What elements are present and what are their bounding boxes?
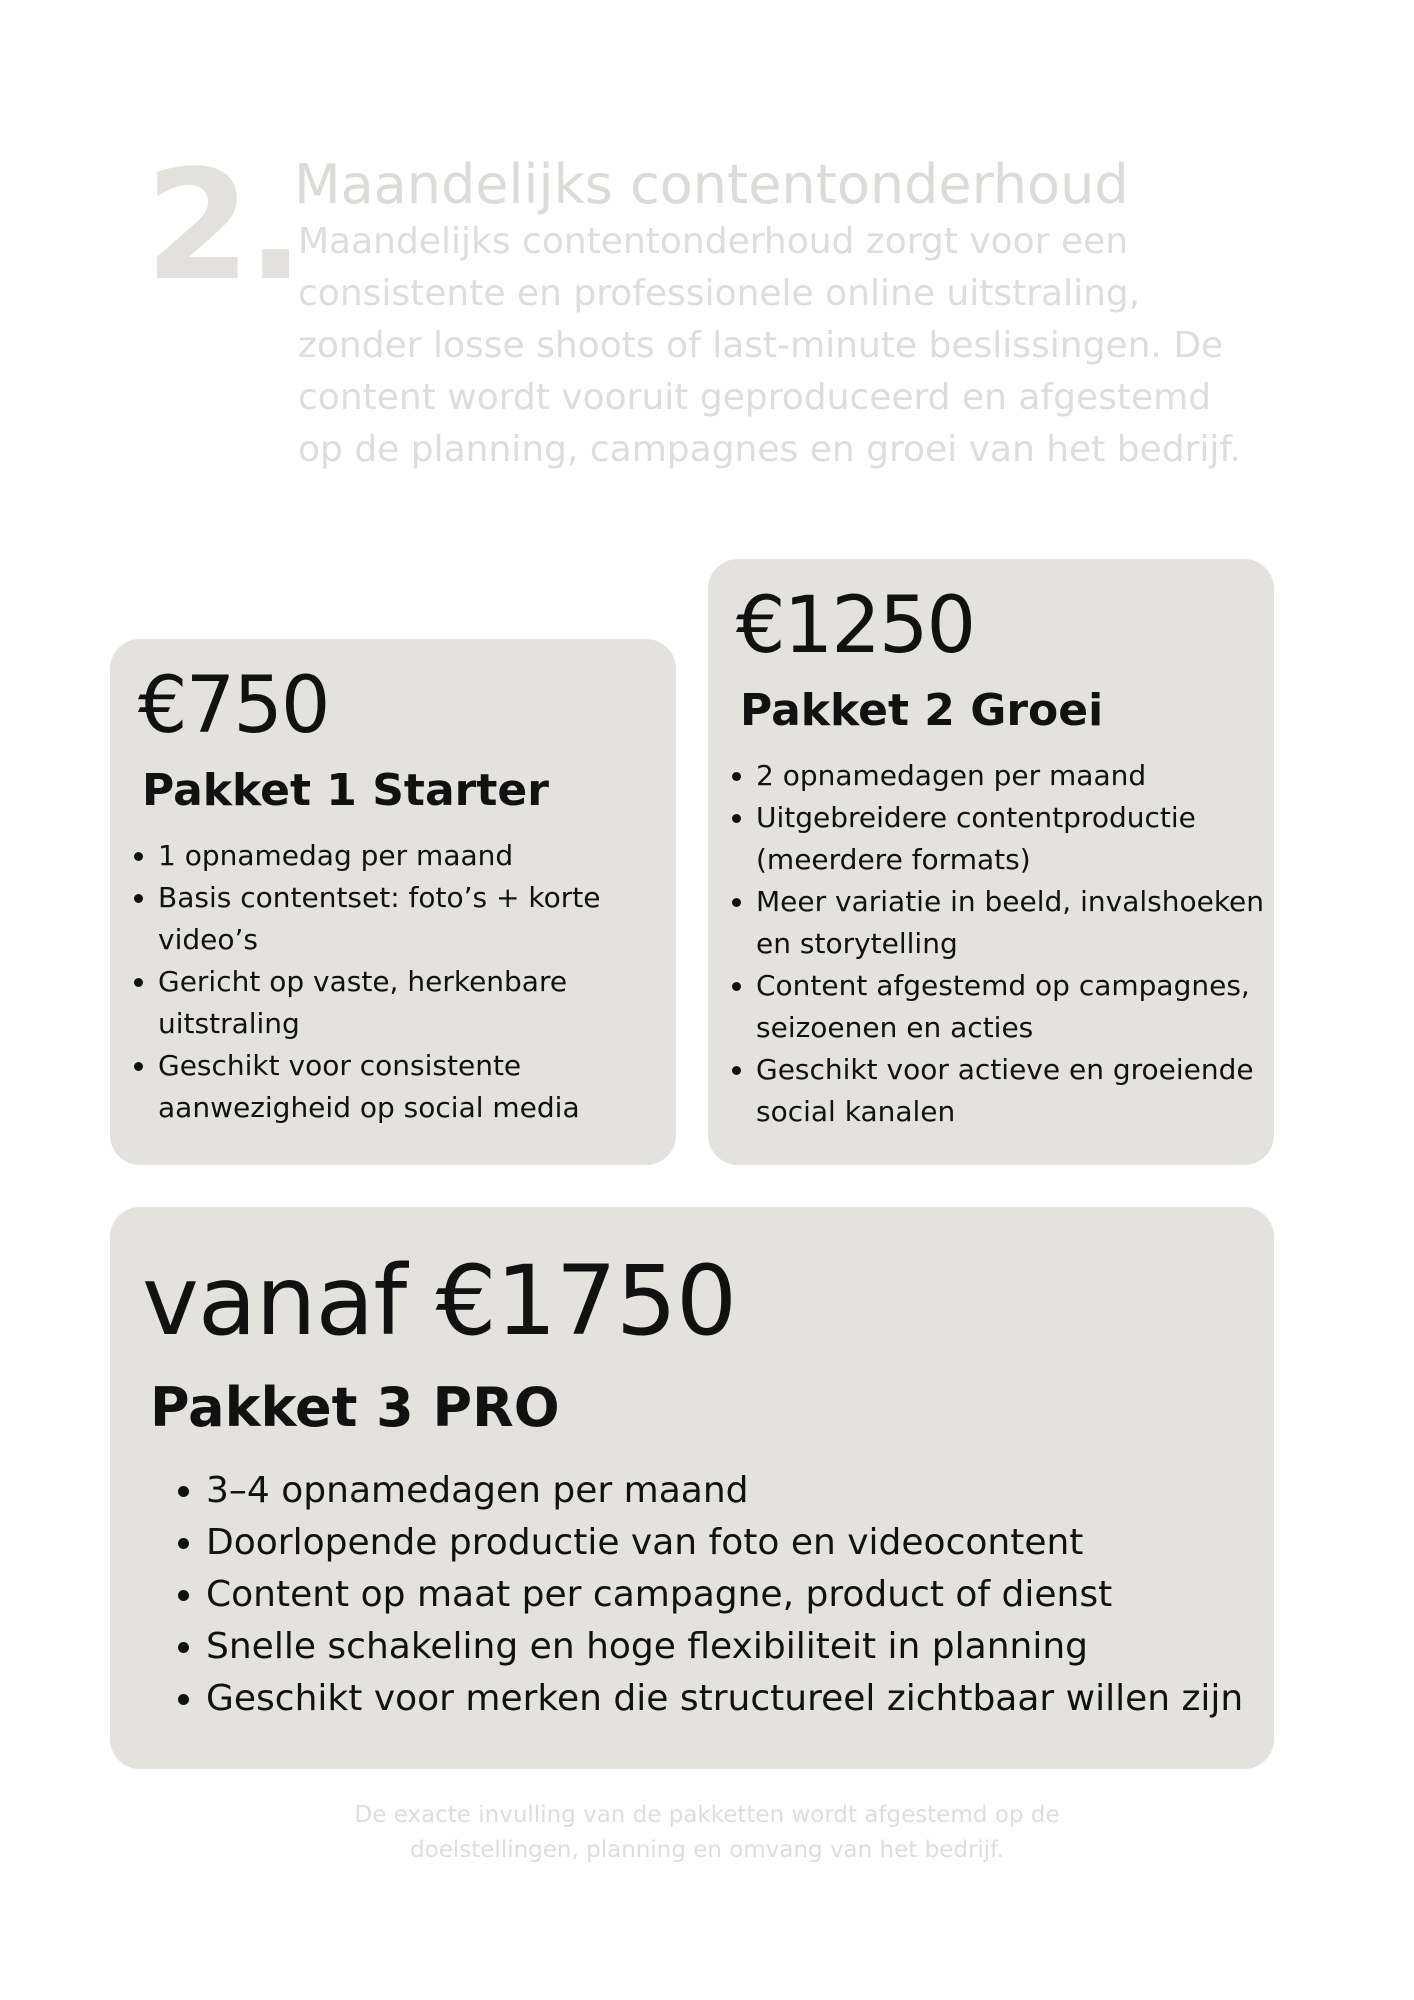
- package-price: €750: [138, 661, 329, 751]
- section-number: 2.: [145, 137, 301, 314]
- section-title: Maandelijks contentonderhoud: [294, 153, 1129, 216]
- package-price: €1250: [736, 581, 975, 671]
- feature-item: • Geschikt voor merken die structureel zichtbaar willen zijn: [206, 1673, 1266, 1725]
- package-card-pro: [110, 1207, 1274, 1769]
- package-feature-list: [142, 1465, 1266, 1725]
- feature-item: • 2 opnamedagen per maand: [756, 755, 1266, 797]
- feature-item: • Content afgestemd op campagnes, seizoenen en acties: [756, 965, 1266, 1049]
- package-feature-list: [138, 835, 638, 1129]
- feature-item: • 3–4 opnamedagen per maand: [206, 1465, 1266, 1517]
- package-feature-list: [736, 755, 1266, 1133]
- feature-item: • 1 opnamedag per maand: [158, 835, 638, 877]
- feature-item: • Gericht op vaste, herkenbare uitstraling: [158, 961, 638, 1045]
- section-intro: Maandelijks contentonderhoud zorgt voor een consistente en professionele online uitstraling, zonder losse shoots of last-minute beslissingen. De content wordt vooruit geproduceerd en afgestemd op de planning, campagnes en groei van het bedrijf.: [298, 221, 1241, 470]
- feature-item: • Snelle schakeling en hoge flexibiliteit in planning: [206, 1621, 1266, 1673]
- feature-item: • Content op maat per campagne, product of dienst: [206, 1569, 1266, 1621]
- feature-item: • Doorlopende productie van foto en videocontent: [206, 1517, 1266, 1569]
- package-name: Pakket 1 Starter: [142, 765, 549, 816]
- package-name: Pakket 2 Groei: [740, 685, 1104, 736]
- feature-item: • Geschikt voor consistente aanwezigheid op social media: [158, 1045, 638, 1129]
- package-price: vanaf €1750: [142, 1245, 737, 1357]
- feature-item: • Meer variatie in beeld, invalshoeken en storytelling: [756, 881, 1266, 965]
- feature-item: • Uitgebreidere contentproductie (meerdere formats): [756, 797, 1266, 881]
- footnote: De exacte invulling van de pakketten wordt afgestemd op de doelstellingen, planning en omvang van het bedrijf.: [354, 1802, 1060, 1863]
- feature-item: • Basis contentset: foto’s + korte video’s: [158, 877, 638, 961]
- feature-item: • Geschikt voor actieve en groeiende social kanalen: [756, 1049, 1266, 1133]
- package-card-starter: [110, 639, 676, 1165]
- package-card-groei: [708, 559, 1274, 1165]
- package-name: Pakket 3 PRO: [150, 1376, 560, 1439]
